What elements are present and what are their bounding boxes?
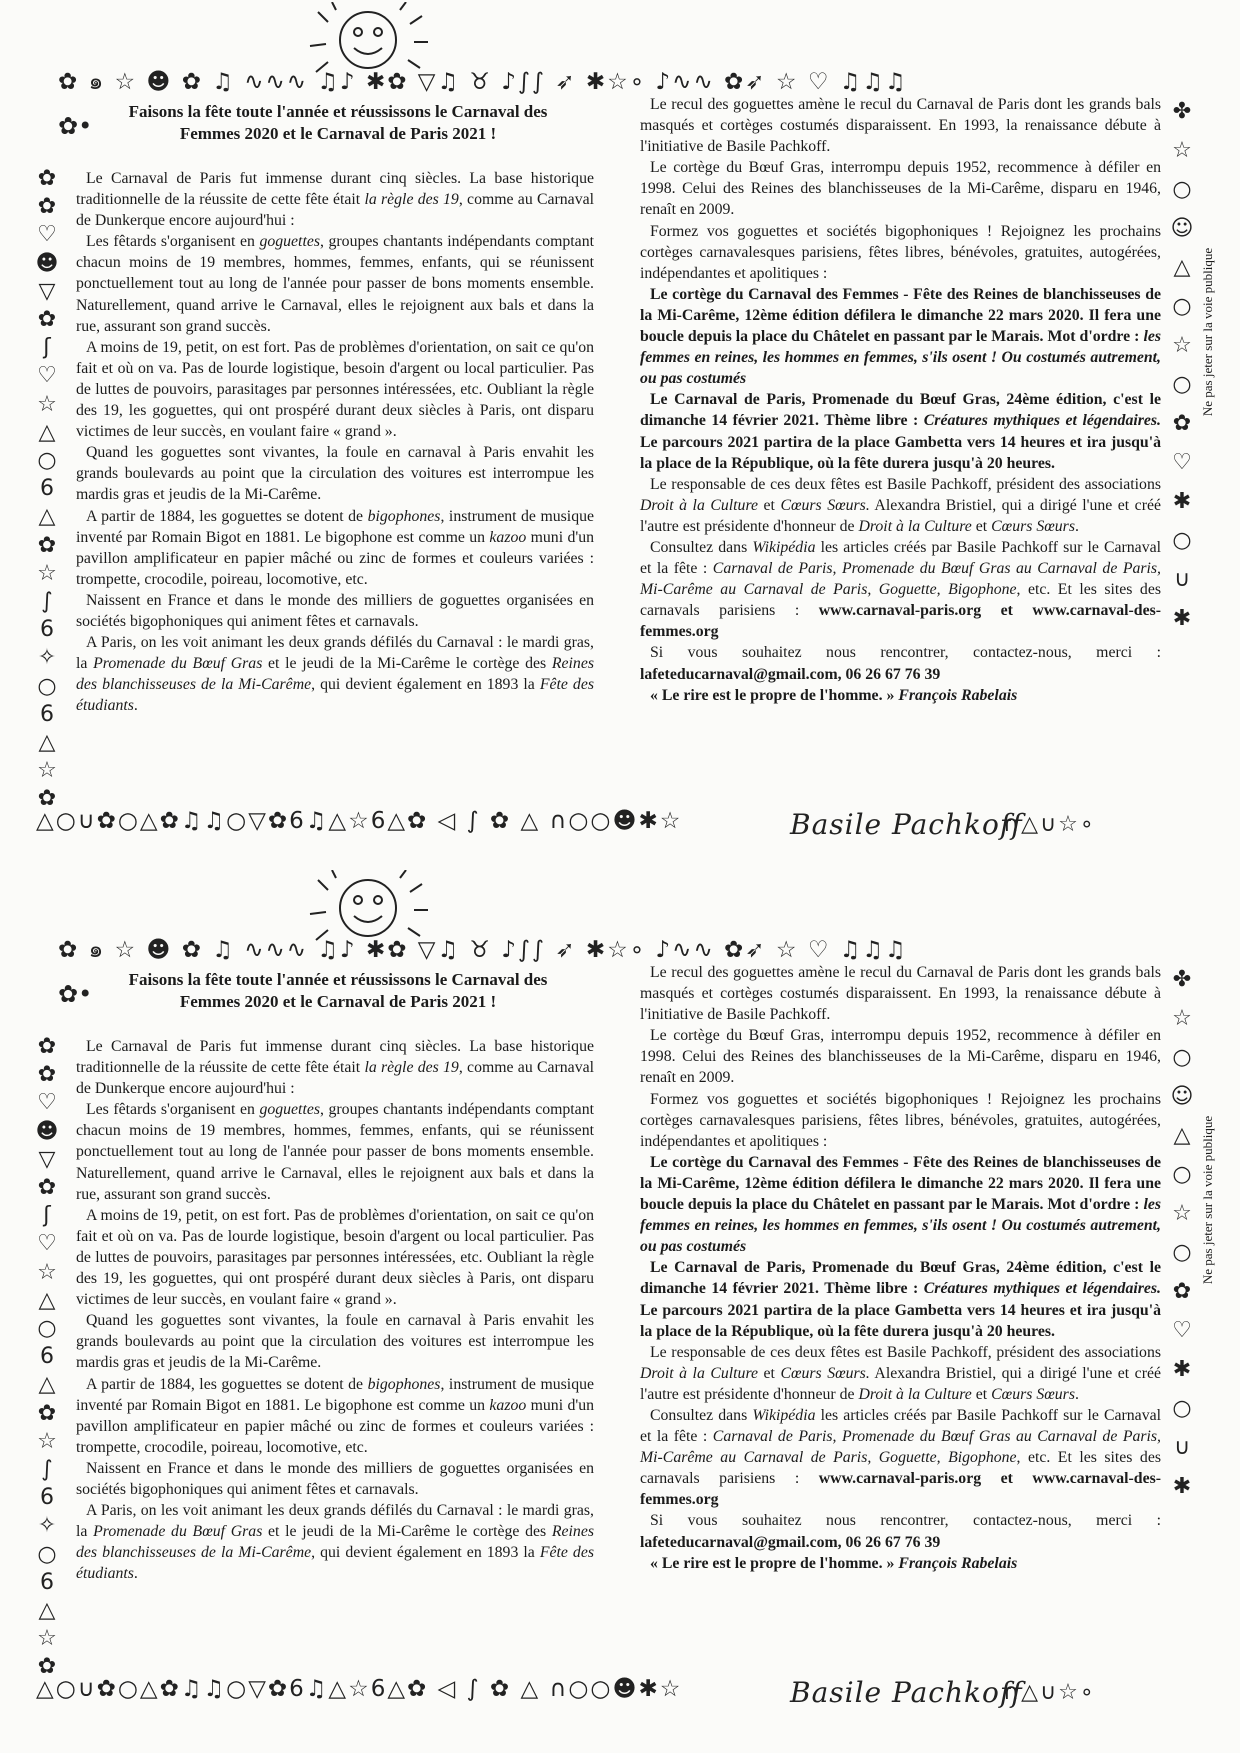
paragraph: A partir de 1884, les goguettes se dotent de bigophones, instrument de musique inventé par Romain Bigot en 1881. Le bigophone est comme un kazoo muni d'un pavillon amplificateur en papier mâché ou zinc de formes et couleurs variées : trompette, crocodile, poireau, locomotive, etc.	[76, 1375, 594, 1456]
flyer-title	[78, 969, 598, 1013]
paragraph: Le recul des goguettes amène le recul du Carnaval de Paris dont les grands bals masqués et cortèges costumés disparaissent. En 1993, la renaissance débute à l'initiative de Basile Pachkoff.	[640, 964, 1161, 1024]
side-note: Ne pas jeter sur la voie publique	[1200, 247, 1215, 417]
paragraph: Les fêtards s'organisent en goguettes, groupes chantants indépendants comptant chacun moins de 19 membres, hommes, femmes, enfants, qui se réunissent ponctuellement tout au long de l'année pour passer de bons moments ensemble. Naturellement, quand arrive le Carnaval, elles le rejoignent aux bals et dans la rue, assurant son grand succès.	[76, 1101, 594, 1203]
paragraph: Formez vos goguettes et sociétés bigophoniques ! Rejoignez les prochains cortèges carnavalesques parisiens, fêtes libres, bénévoles, gratuites, autogérées, indépendantes et apolitiques :	[640, 1090, 1161, 1150]
decorative-border-left: ✿ ✿ ♡ ☻ ▽ ✿ ʃ ♡ ☆ △ ○ 6 △ ✿ ☆ ∫ 6 ✧ ○ 6 △ ☆ ✿	[35, 1034, 59, 1680]
decorative-border-bottom: △○∪✿○△✿♫♫○▽✿6♫△☆6△✿ ◁ ∫ ✿ △ ∩○○☻✱☆	[36, 1676, 683, 1702]
title-line-2: Femmes 2020 et le Carnaval de Paris 2021 !	[179, 124, 497, 143]
paragraph: Le responsable de ces deux fêtes est Basile Pachkoff, président des associations Droit à la Culture et Cœurs Sœurs. Alexandra Bristiel, qui a dirigé l'une et créé l'autre est présidente d'honneur de Droit à la Culture et Cœurs Sœurs.	[640, 475, 1161, 535]
paragraph: Le cortège du Bœuf Gras, interrompu depuis 1952, recommence à défiler en 1998. Celui des Reines des blanchisseuses de la Mi-Carême, disparu en 1946, renaît en 2009.	[640, 159, 1161, 219]
paragraph: A Paris, on les voit animant les deux grands défilés du Carnaval : le mardi gras, la Promenade du Bœuf Gras et le jeudi de la Mi-Carême le cortège des Reines des blanchisseuses de la Mi-Carême, qui devient également en 1893 la Fête des étudiants.	[76, 1502, 594, 1583]
decorative-border-top: ✿ ๑ ☆ ☻ ✿ ♫ ∿∿∿ ♫♪ ✱✿ ▽♫ ♉ ♪∫∫ ➶ ✱☆∘ ♪∿∿ ✿➶ ☆ ♡ ♫♫♫	[58, 69, 908, 95]
right-column	[640, 962, 1161, 1574]
decorative-border-bottom: △○∪✿○△✿♫♫○▽✿6♫△☆6△✿ ◁ ∫ ✿ △ ∩○○☻✱☆	[36, 808, 683, 834]
paragraph: Le Carnaval de Paris fut immense durant cinq siècles. La base historique traditionnelle de la réussite de cette fête était la règle des 19, comme au Carnaval de Dunkerque encore aujourd'hui :	[76, 170, 594, 230]
flyer-top	[0, 0, 1240, 870]
paragraph: Formez vos goguettes et sociétés bigophoniques ! Rejoignez les prochains cortèges carnavalesques parisiens, fêtes libres, bénévoles, gratuites, autogérées, indépendantes et apolitiques :	[640, 222, 1161, 282]
left-column	[76, 1036, 594, 1584]
decorative-border-right: ✤ ☆ ○ ☺ △ ○ ☆ ○ ✿ ♡ ✱ ○ ∪ ✱	[1170, 967, 1194, 1499]
flyer-title	[78, 101, 598, 145]
event-carnaval-de-paris: Le Carnaval de Paris, Promenade du Bœuf Gras, 24ème édition, c'est le dimanche 14 février 2021. Thème libre : Créatures mythiques et légendaires. Le parcours 2021 partira de la place Gambetta vers 14 heures et ira jusqu'à la place de la République, où la fête durera jusqu'à 20 heures.	[640, 1259, 1161, 1340]
contact-paragraph: Si vous souhaitez nous rencontrer, contactez-nous, merci : lafeteducarnaval@gmail.com, 06 26 67 76 39	[640, 1512, 1161, 1551]
paragraph: Naissent en France et dans le monde des milliers de goguettes organisées en sociétés bigophoniques qui animent fêtes et carnavals.	[76, 591, 594, 630]
decorative-border-bottom-end: ∩△∪☆∘	[1003, 1680, 1096, 1705]
paragraph: Quand les goguettes sont vivantes, la foule en carnaval à Paris envahit les grands boulevards au point que la circulation des voitures est interrompue les mardis gras et jeudis de la Mi-Carême.	[76, 444, 594, 504]
paragraph: Consultez dans Wikipédia les articles créés par Basile Pachkoff sur le Carnaval et la fête : Carnaval de Paris, Promenade du Bœuf Gras au Carnaval de Paris, Mi-Carême au Carnaval de Paris, Goguette, Bigophone, etc. Et les sites des carnavals parisiens : www.carnaval-paris.org et www.carnaval-des-femmes.org	[640, 1406, 1161, 1509]
title-line-1: Faisons la fête toute l'année et réussissons le Carnaval des	[128, 970, 548, 989]
decorative-border-right: ✤ ☆ ○ ☺ △ ○ ☆ ○ ✿ ♡ ✱ ○ ∪ ✱	[1170, 99, 1194, 631]
quote: « Le rire est le propre de l'homme. » François Rabelais	[650, 686, 1018, 704]
paragraph: Le Carnaval de Paris fut immense durant cinq siècles. La base historique traditionnelle de la réussite de cette fête était la règle des 19, comme au Carnaval de Dunkerque encore aujourd'hui :	[76, 1038, 594, 1098]
title-line-2: Femmes 2020 et le Carnaval de Paris 2021 !	[179, 992, 497, 1011]
paragraph: Le responsable de ces deux fêtes est Basile Pachkoff, président des associations Droit à la Culture et Cœurs Sœurs. Alexandra Bristiel, qui a dirigé l'une et créé l'autre est présidente d'honneur de Droit à la Culture et Cœurs Sœurs.	[640, 1343, 1161, 1403]
event-carnaval-des-femmes: Le cortège du Carnaval des Femmes - Fête des Reines de blanchisseuses de la Mi-Carême, 12ème édition défilera le dimanche 22 mars 2020. Il fera une boucle depuis la place du Châtelet en passant par le Marais. Mot d'ordre : les femmes en reines, les hommes en femmes, s'ils osent ! Ou costumés autrement, ou pas costumés	[640, 1153, 1161, 1256]
paragraph: A moins de 19, petit, on est fort. Pas de problèmes d'orientation, on sait ce qu'on fait et où on va. Pas de lourde logistique, besoin d'argent ou local particulier. Pas de luttes de pouvoirs, parasitages par personnes intéressées, etc. Oubliant la règle des 19, les goguettes, qui ont prospéré durant deux siècles à Paris, ont disparu victimes de leur succès, en voulant faire « grand ».	[76, 338, 594, 441]
paragraph: Le cortège du Bœuf Gras, interrompu depuis 1952, recommence à défiler en 1998. Celui des Reines des blanchisseuses de la Mi-Carême, disparu en 1946, renaît en 2009.	[640, 1027, 1161, 1087]
paragraph: A Paris, on les voit animant les deux grands défilés du Carnaval : le mardi gras, la Promenade du Bœuf Gras et le jeudi de la Mi-Carême le cortège des Reines des blanchisseuses de la Mi-Carême, qui devient également en 1893 la Fête des étudiants.	[76, 634, 594, 715]
signature: Basile Pachkoff	[790, 808, 1023, 841]
flyer-bottom	[0, 868, 1240, 1738]
paragraph: Le recul des goguettes amène le recul du Carnaval de Paris dont les grands bals masqués et cortèges costumés disparaissent. En 1993, la renaissance débute à l'initiative de Basile Pachkoff.	[640, 96, 1161, 156]
side-note: Ne pas jeter sur la voie publique	[1200, 1115, 1215, 1285]
quote: « Le rire est le propre de l'homme. » François Rabelais	[650, 1554, 1018, 1572]
signature: Basile Pachkoff	[790, 1676, 1023, 1709]
paragraph: A moins de 19, petit, on est fort. Pas de problèmes d'orientation, on sait ce qu'on fait et où on va. Pas de lourde logistique, besoin d'argent ou local particulier. Pas de luttes de pouvoirs, parasitages par personnes intéressées, etc. Oubliant la règle des 19, les goguettes, qui ont prospéré durant deux siècles à Paris, ont disparu victimes de leur succès, en voulant faire « grand ».	[76, 1206, 594, 1309]
flower-icon: ✿•	[58, 112, 93, 140]
paragraph: Les fêtards s'organisent en goguettes, groupes chantants indépendants comptant chacun moins de 19 membres, hommes, femmes, enfants, qui se réunissent ponctuellement tout au long de l'année pour passer de bons moments ensemble. Naturellement, quand arrive le Carnaval, elles le rejoignent aux bals et dans la rue, assurant son grand succès.	[76, 233, 594, 335]
website-links[interactable]: www.carnaval-paris.org et www.carnaval-des-femmes.org	[640, 602, 1161, 641]
contact-info[interactable]: lafeteducarnaval@gmail.com, 06 26 67 76 39	[640, 665, 941, 683]
event-carnaval-de-paris: Le Carnaval de Paris, Promenade du Bœuf Gras, 24ème édition, c'est le dimanche 14 février 2021. Thème libre : Créatures mythiques et légendaires. Le parcours 2021 partira de la place Gambetta vers 14 heures et ira jusqu'à la place de la République, où la fête durera jusqu'à 20 heures.	[640, 391, 1161, 472]
paragraph: Consultez dans Wikipédia les articles créés par Basile Pachkoff sur le Carnaval et la fête : Carnaval de Paris, Promenade du Bœuf Gras au Carnaval de Paris, Mi-Carême au Carnaval de Paris, Goguette, Bigophone, etc. Et les sites des carnavals parisiens : www.carnaval-paris.org et www.carnaval-des-femmes.org	[640, 538, 1161, 641]
title-line-1: Faisons la fête toute l'année et réussissons le Carnaval des	[128, 102, 548, 121]
decorative-border-left: ✿ ✿ ♡ ☻ ▽ ✿ ʃ ♡ ☆ △ ○ 6 △ ✿ ☆ ∫ 6 ✧ ○ 6 △ ☆ ✿	[35, 166, 59, 812]
contact-paragraph: Si vous souhaitez nous rencontrer, contactez-nous, merci : lafeteducarnaval@gmail.com, 06 26 67 76 39	[640, 644, 1161, 683]
right-column	[640, 94, 1161, 706]
paragraph: Naissent en France et dans le monde des milliers de goguettes organisées en sociétés bigophoniques qui animent fêtes et carnavals.	[76, 1459, 594, 1498]
left-column	[76, 168, 594, 716]
decorative-border-bottom-end: ∩△∪☆∘	[1003, 812, 1096, 837]
contact-info[interactable]: lafeteducarnaval@gmail.com, 06 26 67 76 39	[640, 1533, 941, 1551]
decorative-border-top: ✿ ๑ ☆ ☻ ✿ ♫ ∿∿∿ ♫♪ ✱✿ ▽♫ ♉ ♪∫∫ ➶ ✱☆∘ ♪∿∿ ✿➶ ☆ ♡ ♫♫♫	[58, 937, 908, 963]
paragraph: Quand les goguettes sont vivantes, la foule en carnaval à Paris envahit les grands boulevards au point que la circulation des voitures est interrompue les mardis gras et jeudis de la Mi-Carême.	[76, 1312, 594, 1372]
website-links[interactable]: www.carnaval-paris.org et www.carnaval-des-femmes.org	[640, 1470, 1161, 1509]
paragraph: A partir de 1884, les goguettes se dotent de bigophones, instrument de musique inventé par Romain Bigot en 1881. Le bigophone est comme un kazoo muni d'un pavillon amplificateur en papier mâché ou zinc de formes et couleurs variées : trompette, crocodile, poireau, locomotive, etc.	[76, 507, 594, 588]
flower-icon: ✿•	[58, 980, 93, 1008]
event-carnaval-des-femmes: Le cortège du Carnaval des Femmes - Fête des Reines de blanchisseuses de la Mi-Carême, 12ème édition défilera le dimanche 22 mars 2020. Il fera une boucle depuis la place du Châtelet en passant par le Marais. Mot d'ordre : les femmes en reines, les hommes en femmes, s'ils osent ! Ou costumés autrement, ou pas costumés	[640, 285, 1161, 388]
